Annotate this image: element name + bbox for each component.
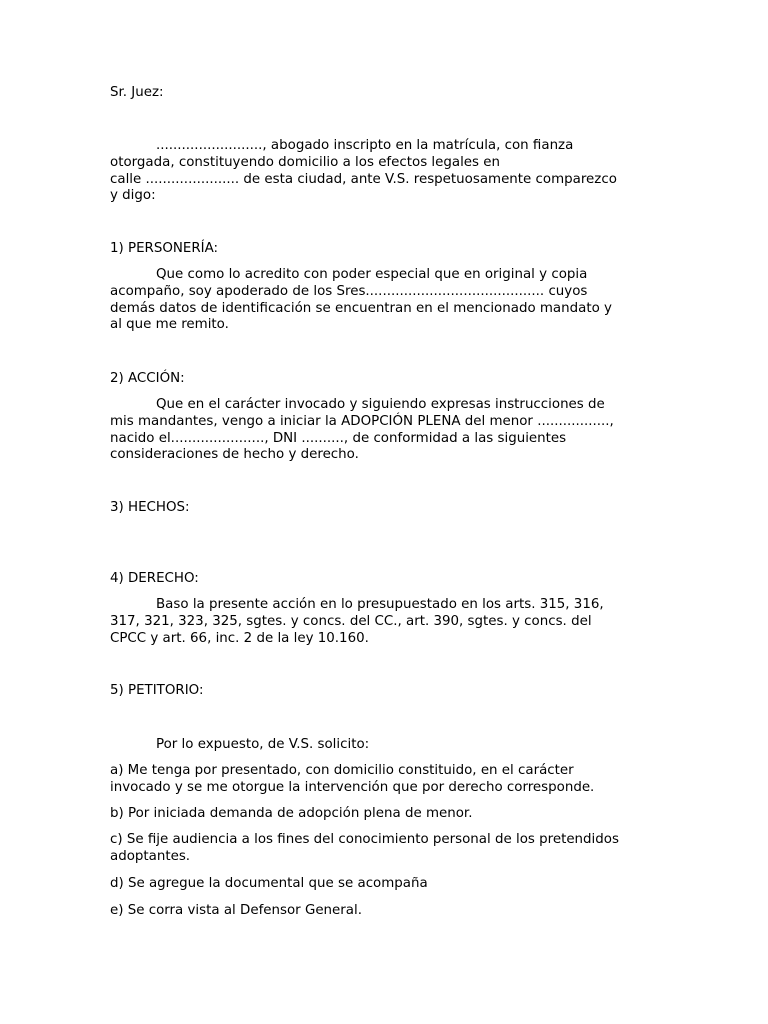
- section-personeria-heading: [110, 241, 655, 258]
- hechos-heading-text: 3) HECHOS:: [110, 500, 190, 515]
- intro-line-3: calle ...................... de esta ciudad, ante V.S. respetuosamente comparezco: [110, 171, 617, 187]
- petitorio-item-c-line-2: adoptantes.: [110, 848, 191, 864]
- intro-line-2: otorgada, constituyendo domicilio a los efectos legales en: [110, 154, 501, 170]
- personeria-line-4: al que me remito.: [110, 317, 229, 333]
- petitorio-item-a-line-2: invocado y se me otorgue la intervención que por derecho corresponde.: [110, 779, 595, 795]
- salutation-text: Sr. Juez:: [110, 85, 164, 100]
- personeria-line-1: Que como lo acredito con poder especial que en original y copia: [156, 267, 588, 282]
- petitorio-item-b: [110, 806, 655, 823]
- petitorio-item-c: [110, 832, 655, 866]
- section-personeria-body: [110, 267, 655, 334]
- salutation: [110, 85, 655, 102]
- personeria-line-2: acompaño, soy apoderado de los Sres.......................................... cuyos: [110, 283, 588, 299]
- section-derecho-body: [110, 597, 655, 647]
- personeria-line-3: demás datos de identificación se encuentran en el mencionado mandato y: [110, 300, 612, 316]
- derecho-heading-text: 4) DERECHO:: [110, 571, 199, 586]
- intro-line-4: y digo:: [110, 188, 156, 204]
- personeria-heading-text: 1) PERSONERÍA:: [110, 241, 219, 256]
- section-accion-body: [110, 397, 655, 464]
- intro-paragraph: [110, 138, 655, 205]
- derecho-line-2: 317, 321, 323, 325, sgtes. y concs. del CC., art. 390, sgtes. y concs. del: [110, 613, 592, 629]
- petitorio-item-a-line-1: a) Me tenga por presentado, con domicilio constituido, en el carácter: [110, 763, 574, 778]
- intro-line-1: ........................., abogado inscripto en la matrícula, con fianza: [156, 138, 574, 153]
- accion-line-2: mis mandantes, vengo a iniciar la ADOPCIÓN PLENA del menor .................,: [110, 413, 614, 429]
- petitorio-item-e: [110, 903, 655, 920]
- section-derecho-heading: [110, 571, 655, 588]
- petitorio-item-d: [110, 876, 655, 893]
- accion-line-1: Que en el carácter invocado y siguiendo expresas instrucciones de: [156, 397, 605, 412]
- petitorio-item-c-line-1: c) Se fije audiencia a los fines del conocimiento personal de los pretendidos: [110, 832, 619, 847]
- section-petitorio-heading: [110, 683, 655, 700]
- petitorio-intro: [110, 737, 655, 754]
- accion-line-4: consideraciones de hecho y derecho.: [110, 447, 359, 463]
- petitorio-item-d-text: d) Se agregue la documental que se acompaña: [110, 876, 428, 891]
- derecho-line-3: CPCC y art. 66, inc. 2 de la ley 10.160.: [110, 630, 369, 646]
- section-hechos-heading: [110, 500, 655, 517]
- petitorio-item-e-text: e) Se corra vista al Defensor General.: [110, 903, 362, 918]
- petitorio-item-a: [110, 763, 655, 797]
- accion-heading-text: 2) ACCIÓN:: [110, 371, 185, 386]
- accion-line-3: nacido el......................, DNI .........., de conformidad a las siguientes: [110, 430, 567, 446]
- section-accion-heading: [110, 371, 655, 388]
- derecho-line-1: Baso la presente acción en lo presupuestado en los arts. 315, 316,: [156, 597, 604, 612]
- petitorio-heading-text: 5) PETITORIO:: [110, 683, 204, 698]
- petitorio-item-b-text: b) Por iniciada demanda de adopción plena de menor.: [110, 806, 473, 821]
- petitorio-intro-text: Por lo expuesto, de V.S. solicito:: [156, 737, 370, 752]
